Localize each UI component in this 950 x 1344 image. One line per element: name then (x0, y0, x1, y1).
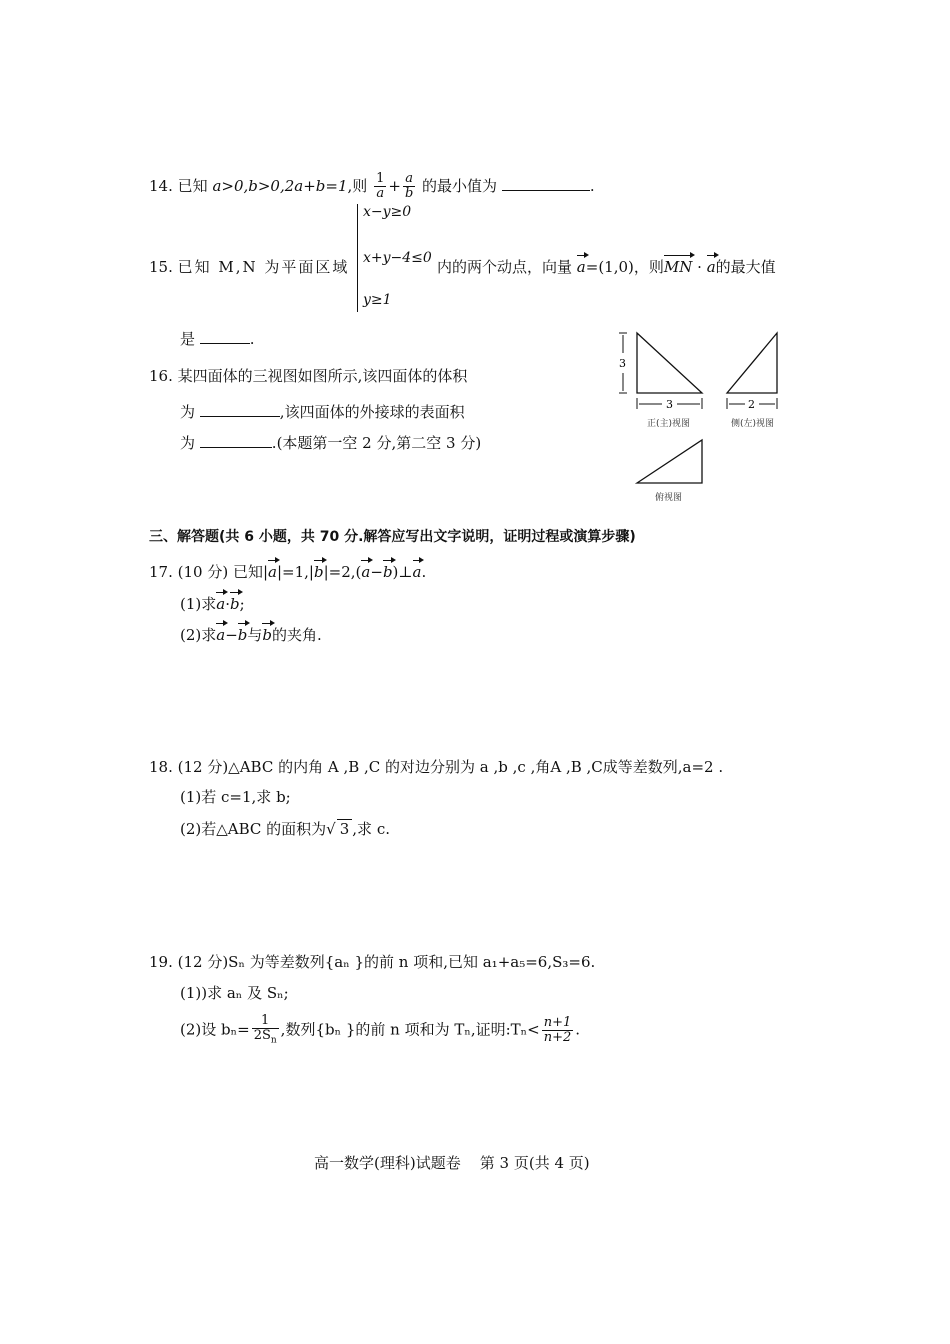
question-19: 19. (12 分)Sₙ 为等差数列{aₙ }的前 n 项和,已知 a₁+a₅=6,S₃=6. (149, 953, 596, 971)
q15-inequality-3: y≥1 (363, 292, 392, 308)
q17-end: . (421, 563, 427, 581)
q17-p1-vec-a: a (216, 595, 226, 613)
question-17-part1: (1)求a·b; (180, 595, 245, 613)
question-14: 14. 已知 a>0,b>0,2a+b=1,则 $\frac{1}{a}$ + $\frac{a}{b}$ 的最小值为 . (149, 171, 595, 202)
q15-inequality-2: x+y−4≤0 (363, 250, 432, 266)
q19-fraction-bn: $\frac{1}{2S_n}$ (253, 1013, 277, 1046)
vector-mn: MN (663, 258, 693, 276)
q15-end: . (249, 330, 255, 348)
question-15-cont: 内的两个动点，向量 a=(1,0)，则MN · a的最大值 (437, 258, 776, 276)
q17-perp: ⊥ (398, 563, 413, 581)
q17-p2-vec-b: b (237, 626, 248, 644)
q15-text-b: 内的两个动点，向量 (437, 258, 573, 276)
q16-line-3a: 为 (180, 434, 196, 452)
three-view-figure (605, 325, 805, 505)
answer-blank-15[interactable] (200, 331, 250, 344)
question-16-line2 (180, 403, 465, 421)
q17-cond-1: =1, (282, 563, 309, 581)
q15-vector-value: =(1,0) (585, 258, 634, 276)
top-view-caption: 俯视图 (655, 493, 683, 503)
q17-vector-b2: b (382, 563, 393, 581)
question-17-part2: (2)求a−b与b的夹角. (180, 626, 322, 644)
q17-cond-2: =2, (328, 563, 356, 581)
q18-sqrt-value: 3 (337, 819, 353, 838)
q14-fraction-1: $\frac{1}{a}$ (376, 171, 385, 202)
question-19-part2 (180, 1014, 580, 1047)
section-heading: 三、解答题(共 6 小题，共 70 分.解答应写出文字说明，证明过程或演算步骤) (149, 529, 636, 545)
side-view-caption: 侧(左)视图 (731, 419, 775, 429)
q15-inequality-1: x−y≥0 (363, 204, 412, 220)
vector-a: a (576, 258, 586, 276)
q14-text-c: 的最小值为 (422, 176, 498, 195)
question-19-part1: (1))求 aₙ 及 Sₙ; (180, 984, 289, 1002)
q15-cont: 是 (180, 330, 196, 348)
q18-part2-text: (2)若△ABC 的面积为 (180, 820, 327, 838)
q17-vector-b: b (313, 563, 324, 581)
q19-part2-mid: ,数列{bₙ }的前 n 项和为 Tₙ,证明:Tₙ< (280, 1020, 540, 1039)
q17-part2-text: (2)求 (180, 626, 217, 644)
q18-part2-end: ,求 c. (352, 820, 390, 838)
answer-blank-16a[interactable] (200, 404, 280, 417)
q15-text: 已知 M,N 为平面区域 (177, 258, 350, 276)
q16-line-3b: .(本题第一空 2 分,第二空 3 分) (271, 434, 482, 452)
q16-line-2a: 为 (180, 403, 196, 421)
answer-blank-14[interactable] (502, 178, 590, 191)
q16-line-1: 某四面体的三视图如图所示,该四面体的体积 (177, 367, 468, 385)
q17-vector-a3: a (412, 563, 422, 581)
q17-part1-text: (1)求 (180, 595, 217, 613)
question-18-part1: (1)若 c=1,求 b; (180, 788, 291, 806)
question-15 (149, 258, 349, 276)
question-16 (149, 367, 467, 385)
page-footer: 高一数学(理科)试题卷 第 3 页(共 4 页) (314, 1154, 590, 1172)
q15-number: 15. (149, 258, 173, 276)
vector-a-2: a (706, 258, 716, 276)
front-view-triangle (637, 333, 702, 393)
question-18-part2: (2)若△ABC 的面积为√ 3 ,求 c. (180, 820, 390, 838)
question-17: 17. (10 分) 已知|a|=1,|b|=2,(a−b)⊥a. (149, 563, 427, 581)
q15-text-d: 的最大值 (715, 258, 776, 276)
question-16-line3 (180, 434, 481, 452)
q14-end: . (589, 176, 595, 195)
q19-end: . (575, 1020, 581, 1039)
q15-text-c: ，则 (633, 258, 664, 276)
q14-condition: a>0,b>0,2a+b=1 (212, 176, 348, 195)
dim-front-label: 3 (666, 398, 673, 411)
dim-height-label: 3 (619, 357, 626, 370)
q14-text-b: ,则 (347, 176, 368, 195)
answer-blank-16b[interactable] (200, 435, 272, 448)
top-view-triangle (637, 440, 702, 483)
q16-line-2b: ,该四面体的外接球的表面积 (279, 403, 465, 421)
q17-part2-with: 与 (247, 626, 263, 644)
q19-part2-text: (2)设 bₙ= (180, 1020, 250, 1039)
dim-side-label: 2 (748, 398, 755, 411)
q14-text: 已知 (177, 176, 208, 195)
q16-number: 16. (149, 367, 173, 385)
side-view-triangle (727, 333, 777, 393)
q17-head: 17. (10 分) 已知 (149, 563, 263, 581)
question-18: 18. (12 分)△ABC 的内角 A ,B ,C 的对边分别为 a ,b ,c ,角A ,B ,C成等差数列,a=2 . (149, 758, 724, 776)
q17-p2-vec-a: a (216, 626, 226, 644)
q19-fraction-bound: $\frac{n+1}{n+2}$ (543, 1014, 572, 1045)
question-15-line2 (180, 330, 255, 348)
q17-vector-a2: a (361, 563, 371, 581)
front-view-caption: 正(主)视图 (647, 419, 691, 429)
q17-p1-vec-b: b (229, 595, 240, 613)
q17-p2-vec-b2: b (262, 626, 273, 644)
q14-fraction-2: $\frac{a}{b}$ (404, 171, 414, 202)
q17-vector-a: a (268, 563, 277, 581)
q17-part2-end: 的夹角. (272, 626, 322, 644)
q14-number: 14. (149, 176, 173, 195)
